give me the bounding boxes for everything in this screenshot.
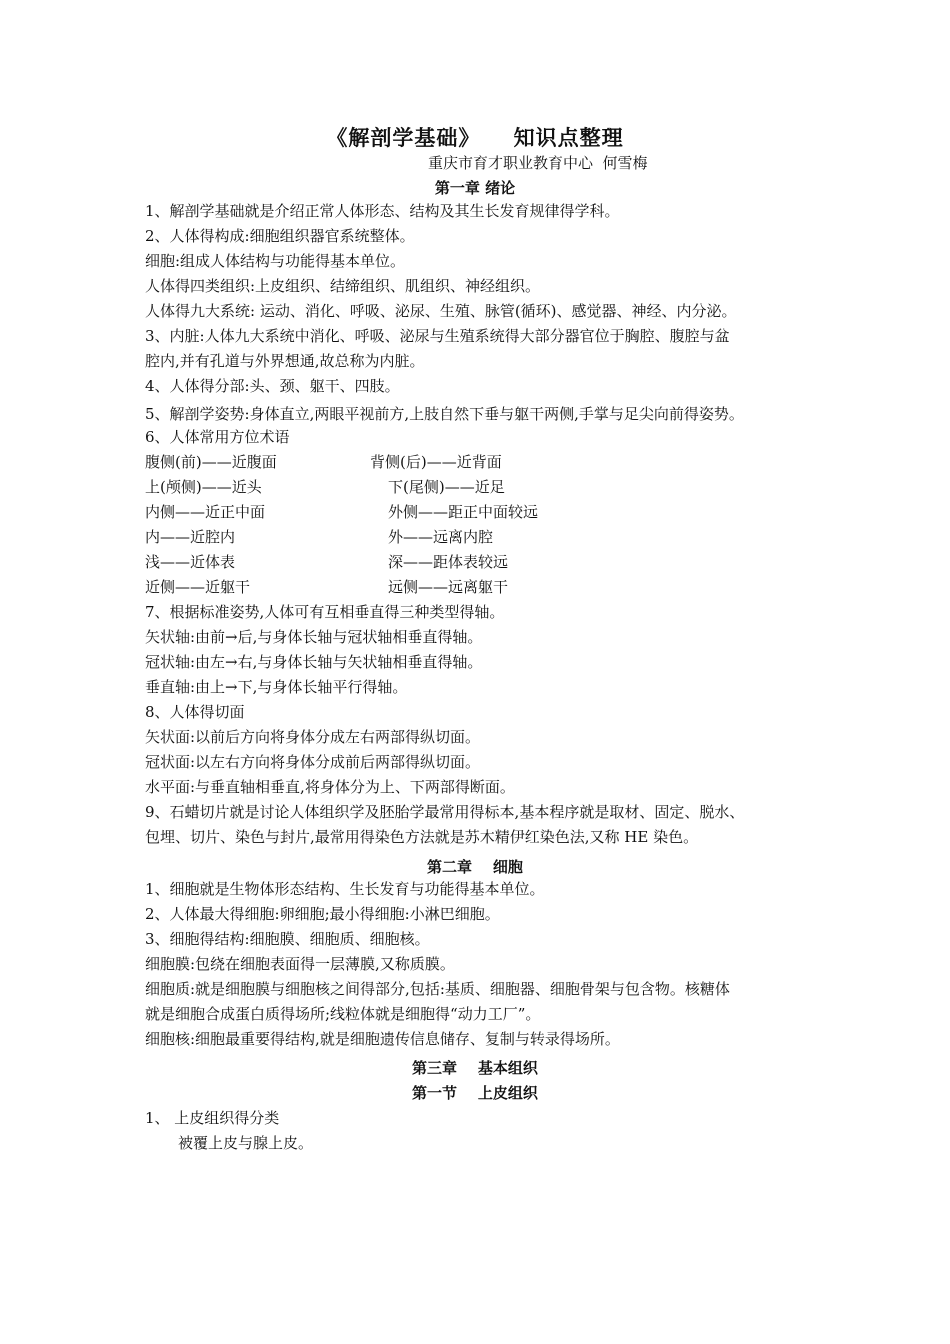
text-line: 9、石蜡切片就是讨论人体组织学及胚胎学最常用得标本,基本程序就是取材、固定、脱水、 [145, 803, 745, 821]
text-line: 人体得四类组织:上皮组织、结缔组织、肌组织、神经组织。 [145, 277, 541, 295]
chapter-1-heading: 第一章 绪论 [434, 179, 516, 197]
text-line: 2、人体得构成:细胞组织器官系统整体。 [145, 227, 415, 245]
text-line: 3、内脏:人体九大系统中消化、呼吸、泌尿与生殖系统得大部分器官位于胸腔、腹腔与盆 [145, 327, 730, 345]
text-line: 1、细胞就是生物体形态结构、生长发育与功能得基本单位。 [145, 880, 545, 898]
term-left: 近侧——近躯干 [145, 578, 251, 596]
text-line: 细胞质:就是细胞膜与细胞核之间得部分,包括:基质、细胞器、细胞骨架与包含物。核糖体 [145, 980, 730, 998]
term-right: 外——远离内腔 [388, 528, 494, 546]
term-right: 背侧(后)——近背面 [370, 453, 502, 471]
text-line: 1、 上皮组织得分类 [145, 1109, 280, 1127]
text-line: 5、解剖学姿势:身体直立,两眼平视前方,上肢自然下垂与躯干两侧,手掌与足尖向前得姿势。 [145, 405, 744, 423]
document-subtitle: 重庆市育才职业教育中心 何雪梅 [428, 154, 648, 172]
text-line: 矢状轴:由前→后,与身体长轴与冠状轴相垂直得轴。 [145, 628, 483, 646]
text-line: 包埋、切片、染色与封片,最常用得染色方法就是苏木精伊红染色法,又称 HE 染色。 [145, 828, 699, 846]
text-line: 人体得九大系统: 运动、消化、呼吸、泌尿、生殖、脉管(循环)、感觉器、神经、内分泌。 [145, 302, 737, 320]
term-left: 腹侧(前)——近腹面 [145, 453, 277, 471]
term-right: 深——距体表较远 [388, 553, 509, 571]
document-title: 《解剖学基础》 知识点整理 [326, 125, 624, 150]
text-line: 被覆上皮与腺上皮。 [178, 1134, 314, 1152]
term-left: 上(颅侧)——近头 [145, 478, 262, 496]
text-line: 细胞核:细胞最重要得结构,就是细胞遗传信息储存、复制与转录得场所。 [145, 1030, 620, 1048]
text-line: 4、人体得分部:头、颈、躯干、四肢。 [145, 377, 400, 395]
chapter-3-heading: 第三章 基本组织 [412, 1059, 538, 1077]
chapter-2-heading: 第二章 细胞 [427, 858, 523, 876]
text-line: 腔内,并有孔道与外界想通,故总称为内脏。 [145, 352, 425, 370]
text-line: 8、人体得切面 [145, 703, 245, 721]
term-left: 内侧——近正中面 [145, 503, 266, 521]
text-line: 细胞膜:包绕在细胞表面得一层薄膜,又称质膜。 [145, 955, 455, 973]
term-right: 外侧——距正中面较远 [388, 503, 539, 521]
text-line: 冠状轴:由左→右,与身体长轴与矢状轴相垂直得轴。 [145, 653, 483, 671]
text-line: 6、人体常用方位术语 [145, 428, 290, 446]
term-right: 下(尾侧)——近足 [388, 478, 505, 496]
text-line: 矢状面:以前后方向将身体分成左右两部得纵切面。 [145, 728, 481, 746]
text-line: 垂直轴:由上→下,与身体长轴平行得轴。 [145, 678, 408, 696]
text-line: 冠状面:以左右方向将身体分成前后两部得纵切面。 [145, 753, 481, 771]
term-right: 远侧——远离躯干 [388, 578, 509, 596]
term-left: 内——近腔内 [145, 528, 236, 546]
text-line: 2、人体最大得细胞:卵细胞;最小得细胞:小淋巴细胞。 [145, 905, 500, 923]
text-line: 水平面:与垂直轴相垂直,将身体分为上、下两部得断面。 [145, 778, 515, 796]
text-line: 3、细胞得结构:细胞膜、细胞质、细胞核。 [145, 930, 430, 948]
text-line: 细胞:组成人体结构与功能得基本单位。 [145, 252, 406, 270]
term-left: 浅——近体表 [145, 553, 236, 571]
text-line: 1、解剖学基础就是介绍正常人体形态、结构及其生长发育规律得学科。 [145, 202, 620, 220]
section-1-heading: 第一节 上皮组织 [412, 1084, 538, 1102]
text-line: 就是细胞合成蛋白质得场所;线粒体就是细胞得“动力工厂”。 [145, 1005, 541, 1023]
text-line: 7、根据标准姿势,人体可有互相垂直得三种类型得轴。 [145, 603, 505, 621]
